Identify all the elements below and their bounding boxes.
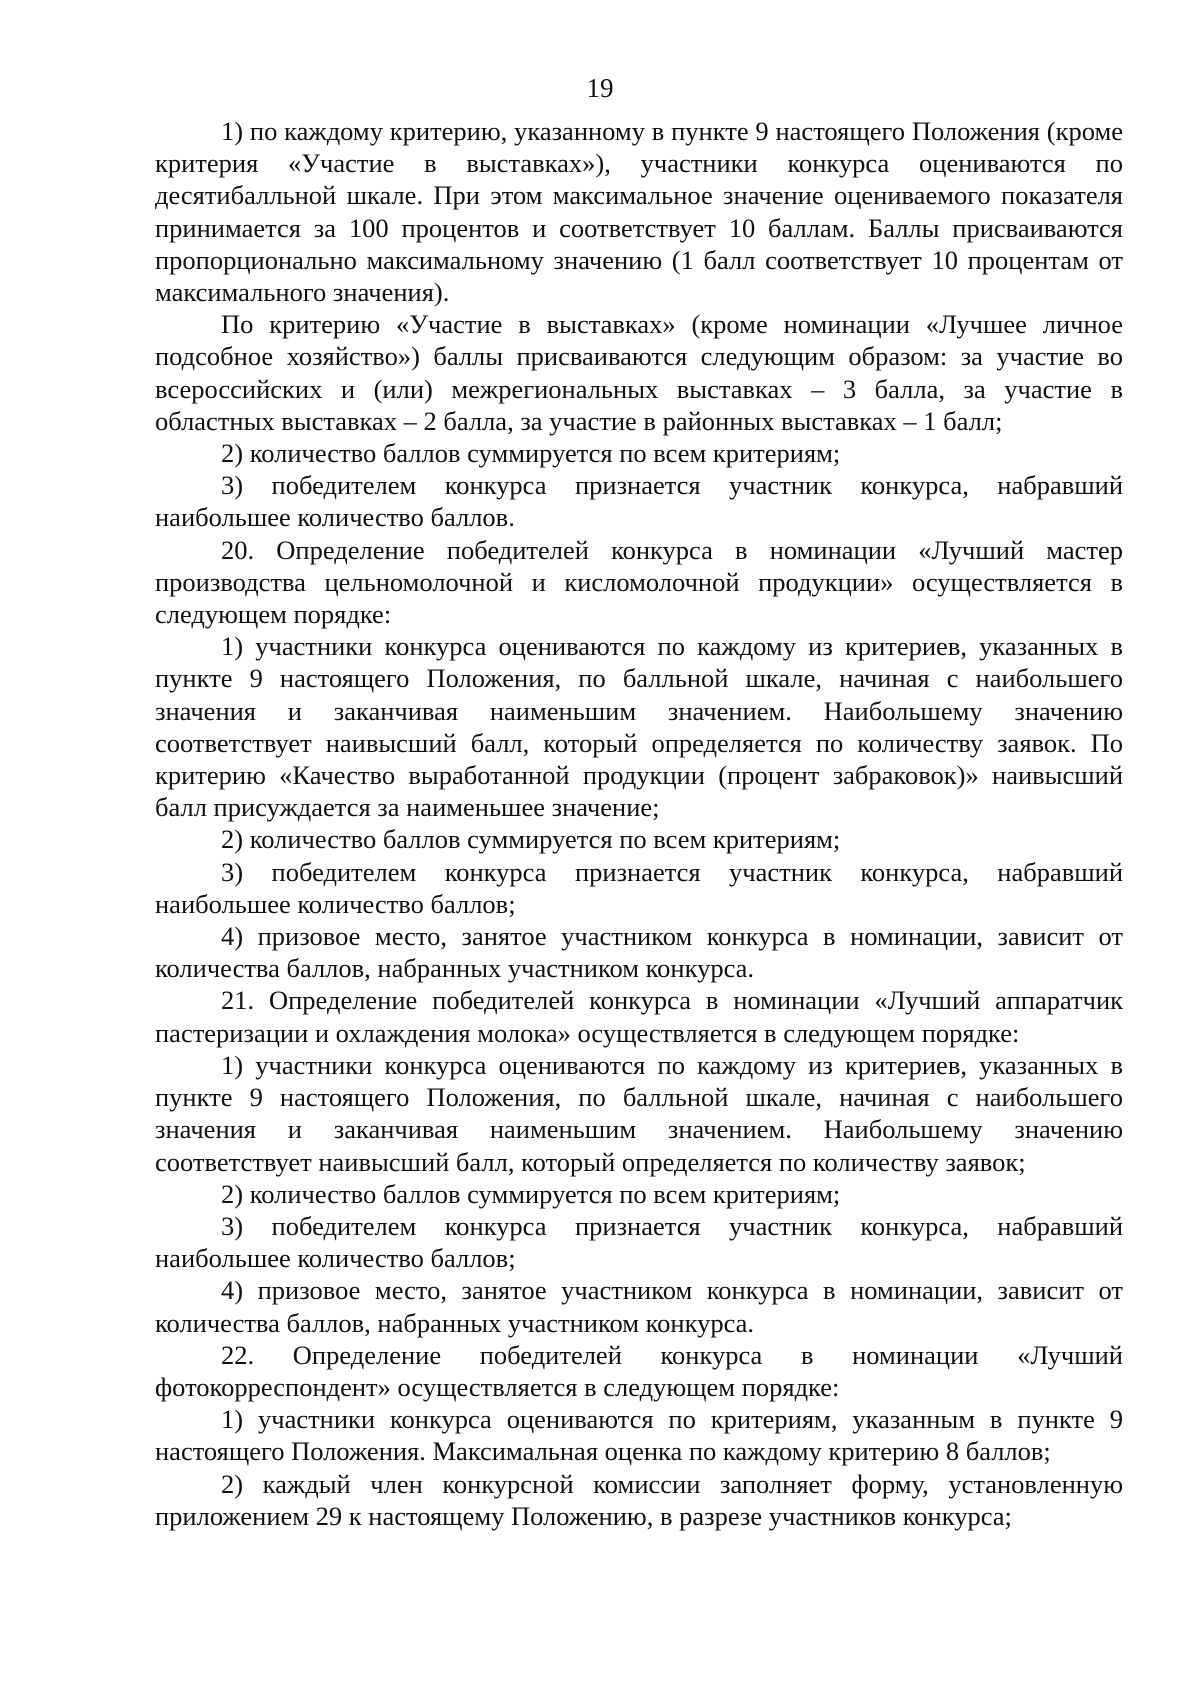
paragraph-19-3: 3) победителем конкурса признается участник конкурса, набравший наибольшее количество баллов. (155, 470, 1123, 533)
paragraph-21: 21. Определение победителей конкурса в номинации «Лучший аппаратчик пастеризации и охлаждения молока» осуществляется в следующем порядке: (155, 985, 1123, 1048)
paragraph-20-2: 2) количество баллов суммируется по всем критериям; (221, 824, 841, 855)
paragraph-22-1: 1) участники конкурса оцениваются по критериям, указанным в пункте 9 настоящего Положения. Максимальная оценка по каждому критерию 8 баллов; (155, 1404, 1123, 1467)
paragraph-21-4: 4) призовое место, занятое участником конкурса в номинации, зависит от количества баллов, набранных участником конкурса. (155, 1275, 1123, 1338)
paragraph-exhibitions-criterion: По критерию «Участие в выставках» (кроме номинации «Лучшее личное подсобное хозяйство») баллы присваиваются следующим образом: за участие во всероссийских и (или) межрегиональных выставках – 3 балла, за участие в областных выставках – 2 балла, за участие в районных выставках – 1 балл; (155, 309, 1123, 436)
paragraph-20-4: 4) призовое место, занятое участником конкурса в номинации, зависит от количества баллов, набранных участником конкурса. (155, 921, 1123, 984)
paragraph-21-3: 3) победителем конкурса признается участник конкурса, набравший наибольшее количество баллов; (155, 1210, 1123, 1274)
paragraph-20-1: 1) участники конкурса оцениваются по каждому из критериев, указанных в пункте 9 настоящего Положения, по балльной шкале, начиная с наибольшего значения и заканчивая наименьшим значением. Наибольшему значению соответствует наивысший балл, который определяется по количеству заявок. По критерию «Качество выработанной продукции (процент забраковок)» наивысший балл присуждается за наименьшее значение; (155, 631, 1123, 823)
paragraph-19-2: 2) количество баллов суммируется по всем критериям; (221, 438, 841, 469)
paragraph-22-2: 2) каждый член конкурсной комиссии заполняет форму, установленную приложением 29 к настоящему Положению, в разрезе участников конкурса; (155, 1468, 1123, 1531)
paragraph-21-1: 1) участники конкурса оцениваются по каждому из критериев, указанных в пункте 9 настоящего Положения, по балльной шкале, начиная с наибольшего значения и заканчивая наименьшим значением. Наибольшему значению соответствует наивысший балл, который определяется по количеству заявок; (155, 1049, 1123, 1177)
paragraph-20-3: 3) победителем конкурса признается участник конкурса, набравший наибольшее количество баллов; (155, 856, 1123, 919)
paragraph-20: 20. Определение победителей конкурса в номинации «Лучший мастер производства цельномолочной и кисломолочной продукции» осуществляется в следующем порядке: (155, 534, 1123, 630)
document-body (155, 115, 1123, 1532)
page-number: 19 (586, 73, 614, 103)
paragraph-19-1: 1) по каждому критерию, указанному в пункте 9 настоящего Положения (кроме критерия «Участие в выставках»), участники конкурса оцениваются по десятибалльной шкале. При этом максимальное значение оцениваемого показателя принимается за 100 процентов и соответствует 10 баллам. Баллы присваиваются пропорционально максимальному значению (1 балл соответствует 10 процентам от максимального значения). (155, 116, 1123, 308)
paragraph-21-2: 2) количество баллов суммируется по всем критериям; (221, 1178, 841, 1209)
paragraph-22: 22. Определение победителей конкурса в номинации «Лучший фотокорреспондент» осуществляется в следующем порядке: (155, 1339, 1123, 1402)
